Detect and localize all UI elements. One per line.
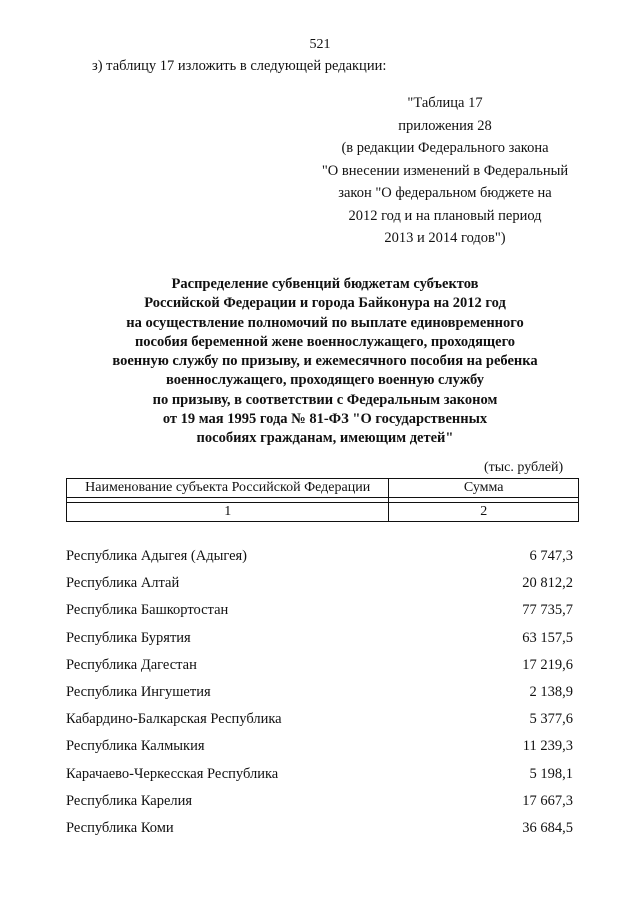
annex-line: закон "О федеральном бюджете на	[338, 185, 552, 201]
amount-value: 5 377,6	[529, 711, 573, 728]
annex-reference	[290, 92, 600, 250]
table-header	[66, 478, 579, 522]
annex-line: 2012 год и на плановый период	[348, 207, 542, 224]
title-line: по призыву, в соответствии с Федеральным законом	[152, 391, 498, 408]
region-name: Республика Коми	[66, 819, 174, 836]
region-name: Республика Дагестан	[66, 656, 197, 673]
column-header-name: Наименование субъекта Российской Федерации	[67, 479, 389, 498]
region-name: Республика Карелия	[66, 792, 193, 809]
title-line: Распределение субвенций бюджетам субъектов	[171, 276, 479, 292]
page-number: 521	[309, 37, 331, 52]
region-name: Республика Алтай	[66, 575, 180, 592]
table-body	[66, 543, 573, 842]
document-title	[60, 275, 590, 449]
title-line: от 19 мая 1995 года № 81-ФЗ "О государственных	[162, 411, 488, 428]
table-row	[66, 625, 573, 652]
region-name: Карачаево-Черкесская Республика	[66, 765, 279, 782]
table-row	[66, 733, 573, 760]
table-row	[66, 815, 573, 842]
amount-value: 6 747,3	[529, 548, 573, 564]
table-row	[66, 652, 573, 679]
title-line: Российской Федерации и города Байконура на 2012 год	[144, 295, 506, 312]
column-number-row	[67, 503, 579, 522]
column-number-2: 2	[389, 503, 579, 522]
intro-text: з) таблицу 17 изложить в следующей редакции:	[92, 58, 387, 74]
region-name: Республика Башкортостан	[66, 602, 229, 619]
amount-value: 5 198,1	[529, 765, 573, 782]
table-row	[66, 597, 573, 624]
amount-value: 11 239,3	[522, 738, 573, 755]
table-row	[66, 570, 573, 597]
region-name: Республика Ингушетия	[66, 683, 211, 700]
title-line: на осуществление полномочий по выплате единовременного	[126, 314, 524, 331]
column-header-sum: Сумма	[389, 479, 579, 498]
table-row	[66, 761, 573, 788]
region-name: Республика Адыгея (Адыгея)	[66, 548, 248, 564]
region-name: Кабардино-Балкарская Республика	[66, 711, 282, 728]
title-line: военную службу по призыву, и ежемесячного пособия на ребенка	[112, 353, 538, 370]
annex-line: 2013 и 2014 годов")	[384, 230, 506, 246]
amount-value: 17 219,6	[522, 656, 573, 673]
title-line: пособиях гражданам, имеющим детей"	[196, 430, 454, 447]
annex-line: (в редакции Федерального закона	[341, 140, 549, 156]
table-row	[66, 543, 573, 570]
amount-value: 77 735,7	[522, 602, 573, 619]
units-label: (тыс. рублей)	[484, 460, 564, 475]
table-row	[66, 706, 573, 733]
header-row	[67, 479, 579, 498]
table-row	[66, 788, 573, 815]
annex-line: "Таблица 17	[407, 95, 483, 111]
amount-value: 63 157,5	[522, 629, 573, 646]
amount-value: 2 138,9	[529, 683, 573, 700]
annex-line: "О внесении изменений в Федеральный	[321, 162, 569, 179]
region-name: Республика Калмыкия	[66, 738, 205, 755]
amount-value: 36 684,5	[522, 819, 573, 836]
column-number-1: 1	[67, 503, 389, 522]
amount-value: 17 667,3	[522, 792, 573, 809]
title-line: пособия беременной жене военнослужащего, проходящего	[134, 333, 516, 350]
annex-line: приложения 28	[398, 117, 492, 134]
title-line: военнослужащего, проходящего военную службу	[166, 372, 484, 389]
table-row	[66, 679, 573, 706]
region-name: Республика Бурятия	[66, 629, 191, 646]
amount-value: 20 812,2	[522, 575, 573, 592]
